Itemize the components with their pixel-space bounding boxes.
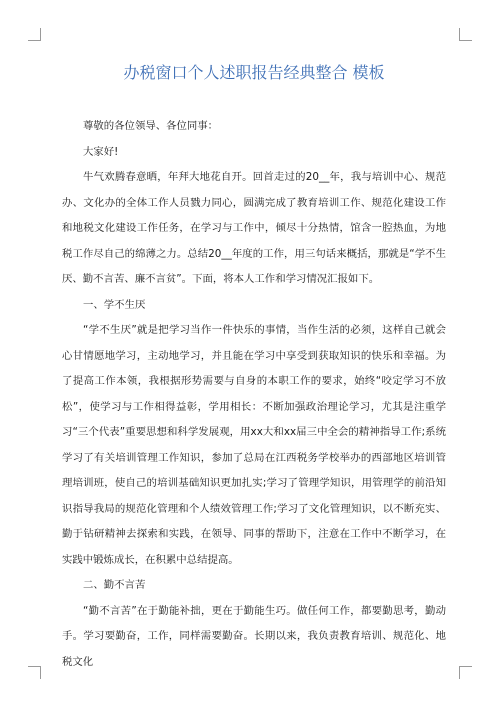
document-title: 办税窗口个人述职报告经典整合 模板 — [123, 63, 385, 82]
crop-mark-top-right — [459, 28, 472, 41]
greeting: 大家好! — [83, 145, 119, 158]
document-page — [62, 62, 446, 675]
crop-mark-bottom-left — [28, 666, 41, 679]
section-heading-1: 一、学不生厌 — [83, 298, 146, 311]
section-2-paragraph: “勤不言苦”在于勤能补拙，更在于勤能生巧。做任何工作，都要勤思考，勤动手。学习要勤奋，工作，同样需要勤奋。长期以来，我负责教育培训、规范化、地税文化 — [62, 604, 446, 668]
salutation: 尊敬的各位领导、各位同事： — [83, 120, 219, 132]
intro-paragraph: 牛气欢腾春意晒，年拜大地花自开。回首走过的20__年，我与培训中心、规范办、文化办的全体工作人员戮力同心，圆满完成了教育培训工作、规范化建设工作和地税文化建设工作任务，在学习与工作中，倾尽十分热情，馆含一腔热血，为地税工作尽自己的绵薄之力。总结20__年度的工作，用三句话来概括，那就是“学不生厌、勤不言苦、廉不言贫”。下面，将本人工作和学习情况汇报如下。 — [62, 171, 446, 285]
crop-mark-bottom-right — [459, 666, 472, 679]
section-heading-2: 二、勤不言苦 — [83, 579, 146, 591]
section-1-paragraph: “学不生厌”就是把学习当作一件快乐的事情，当作生活的必须，这样自己就会心甘情愿地学习，主动地学习，并且能在学习中享受到获取知识的快乐和幸福。为了提高工作本领，我根据形势需要与自身的本职工作的要求，始终“咬定学习不放松”，使学习与工作相得益彰，学用相长：不断加强政治理论学习，尤其是注重学习“三个代表”重要思想和科学发展观，用xx大和xx届三中全会的精神指导工作;系统学习了有关培训管理工作知识，参加了总局在江西税务学校举办的西部地区培训管理培训班，使自己的培训基础知识更加扎实;学习了管理学知识，用管理学的前沿知识指导我局的规范化管理和个人绩效管理工作;学习了文化管理知识，以不断充实、勤于钻研精神去探索和实践，在领导、同事的帮助下，注意在工作中不断学习，在实践中锻炼成长，在积累中总结提高。 — [62, 324, 446, 566]
crop-mark-top-left — [28, 28, 41, 41]
